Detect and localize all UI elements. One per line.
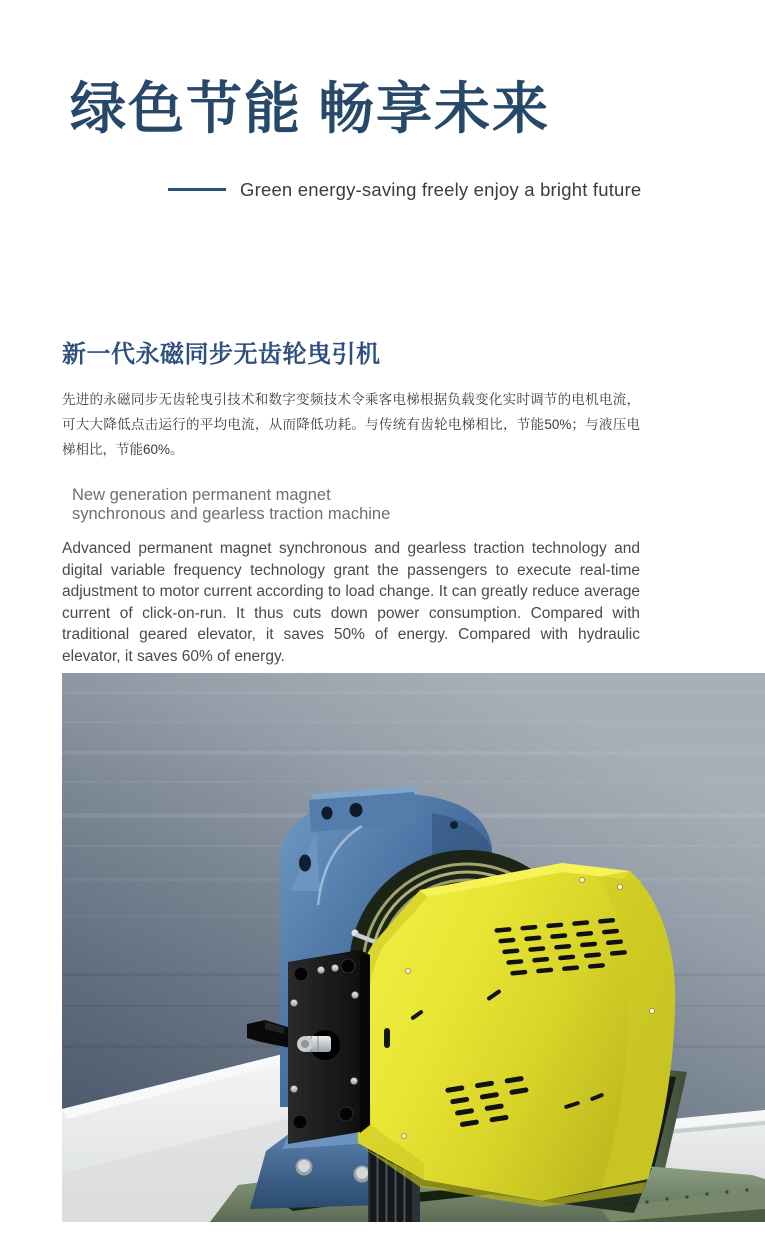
product-photo	[62, 673, 765, 1222]
section-heading-cn: 新一代永磁同步无齿轮曳引机	[62, 341, 381, 368]
section-body-cn: 先进的永磁同步无齿轮曳引技术和数字变频技术令乘客电梯根据负载变化实时调节的电机电流，可大大降低点击运行的平均电流，从而降低功耗。与传统有齿轮电梯相比，节能50%；与液压电梯相比，节能60%。	[62, 392, 640, 457]
traction-machine-illustration	[62, 673, 765, 1222]
page-title: 绿色节能 畅享未来	[70, 79, 550, 141]
rope-guard-cover	[354, 863, 675, 1207]
section-heading-en: New generation permanent magnet synchronous and gearless traction machine	[72, 486, 391, 523]
section-body-en: Advanced permanent magnet synchronous and gearless traction technology and digital variable frequency technology grant the passengers to execute real-time adjustment to motor current according to load change. It can greatly reduce average current of click-on-run. It thus cuts down power consumption. Compared with traditional geared elevator, it saves 50% of energy. Compared with hydraulic elevator, it saves 60% of energy.	[62, 540, 640, 665]
subtitle-en: Green energy-saving freely enjoy a bright future	[240, 179, 642, 200]
cover-handle-slot	[384, 1028, 390, 1048]
title-rule	[168, 188, 226, 191]
